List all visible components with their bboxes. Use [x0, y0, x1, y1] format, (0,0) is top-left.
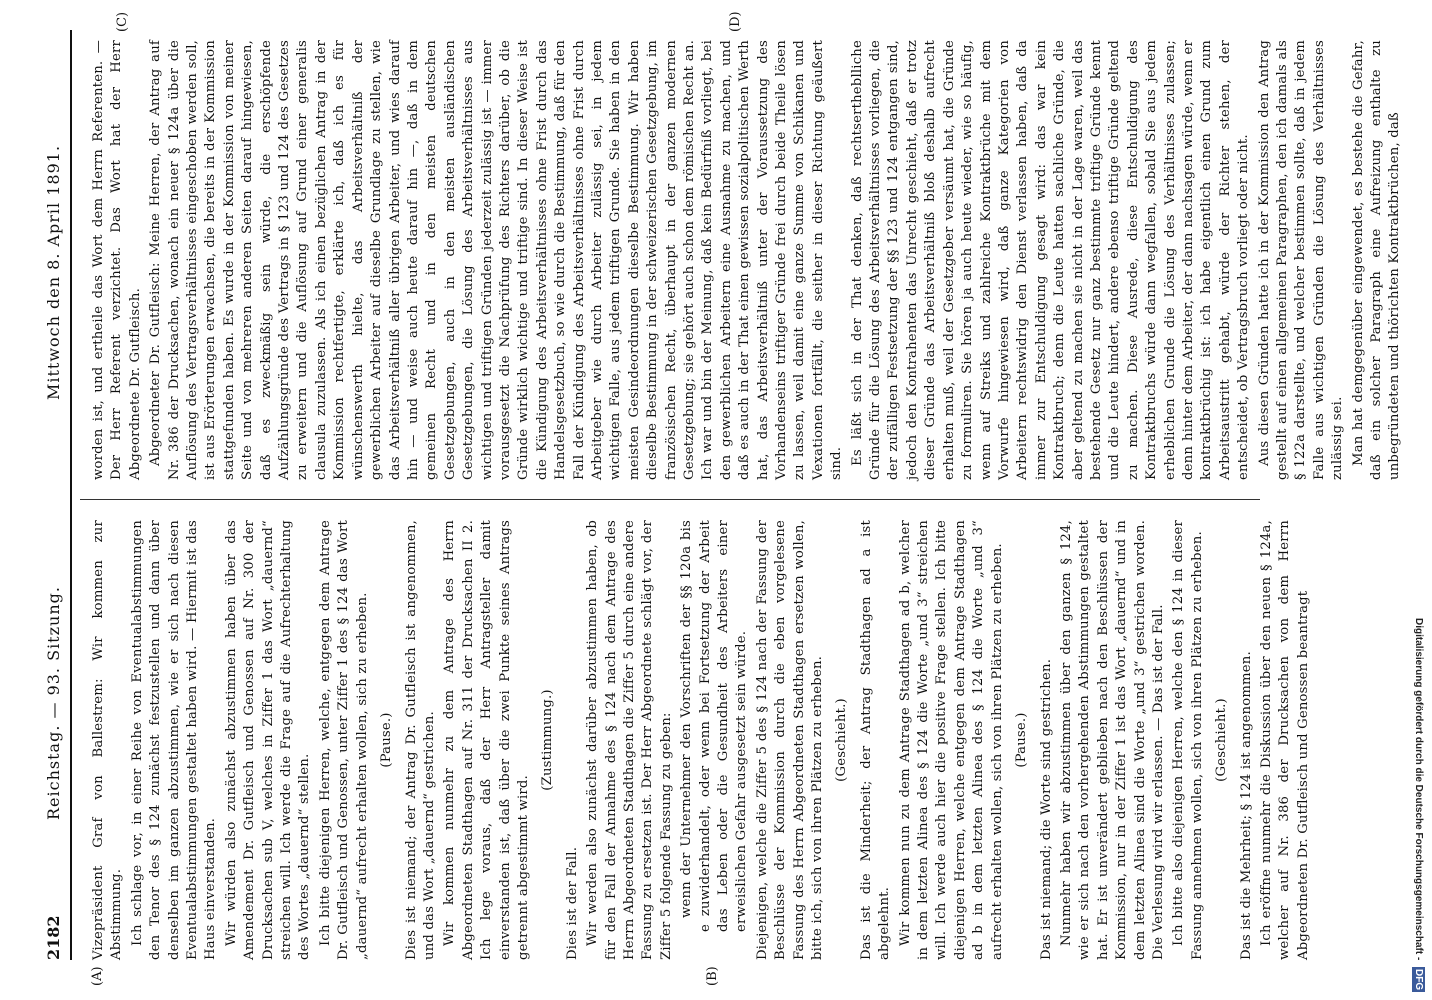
stage-direction: (Pause.): [1014, 712, 1030, 768]
paragraph: worden ist, und ertheile das Wort dem Herrn Referenten. — Der Herr Referent verzichtet. Das Wort hat der Herr Abgeordnete Dr. Gutfleisch.: [91, 40, 143, 480]
paragraph: Dies ist niemand; der Antrag Dr. Gutfleisch ist angenommen, und das Wort „dauernd“ gestrichen.: [403, 520, 437, 960]
paragraph: Ich bitte diejenigen Herren, welche, entgegen dem Antrage Dr. Gutfleisch und Genossen, unter Ziffer 1 des § 124 das Wort „dauernd“ aufrecht erhalten wollen, sich zu erheben.: [317, 520, 370, 960]
paragraph: Dies ist der Fall.: [564, 846, 580, 960]
paragraph: Abgeordneter Dr. Gutfleisch: Meine Herren, der Antrag auf Nr. 386 der Drucksachen, wonach ein neuer § 124a über die Auflösung des Vertragsverhältnisses eingeschoben werden soll, ist aus Erörterungen erwachsen, die bereits in der Kommission stattgefunden haben. Es wurde in der Kommission von meiner Seite und von mehreren anderen Seiten darauf hingewiesen, daß es zweckmäßig sein würde, die erschöpfende Aufzählungsgründe des Vertrags in § 123 und 124 des Gesetzes zu erweitern und die Auflösung auf Grund einer generalis clausula zuzulassen. Als ich einen bezüglichen Antrag in der Kommission rechtfertigte, erklärte ich, daß ich es für wünschenswerth hielte, das Arbeitsverhältniß der gewerblichen Arbeiter auf dieselbe Grundlage zu stellen, wie das Arbeitsverhältniß aller übrigen Arbeiter, und wies darauf hin — und weise auch heute darauf hin —, daß in dem gemeinen Recht und in den meisten deutschen Gesetzgebungen, auch in den meisten ausländischen Gesetzgebungen, die Lösung des Arbeitsverhältnisses aus wichtigen und triftigen Gründen jederzeit zulässig ist — immer vorausgesetzt die Nachprüfung des Richters darüber, ob die Gründe wirklich wichtige und triftige sind. In dieser Weise ist die Kündigung des Arbeitsverhältnisses ohne Frist durch das Handelsgesetzbuch, so wie durch die Bestimmung, daß für den Fall der Kündigung des Arbeitsverhältnisses ohne Frist durch Arbeitgeber wie durch Arbeiter zulässig sei, in jedem wichtigen Falle, aus jedem triftigen Grunde. Sie haben in den meisten Gesindeordnungen dieselbe Bestimmung. Wir haben dieselbe Bestimmung in der schweizerischen Gesetzgebung, im französischen Recht, überhaupt in der ganzen modernen Gesetzgebung; sie gehört auch schon dem römischen Recht an. Ich war und bin der Meinung, daß kein Bedürfniß vorliegt, bei den gewerblichen Arbeitern eine Ausnahme zu machen, und daß es auch in der That einen gewissen sozialpolitischen Werth hat, das Arbeitsverhältniß unter der Voraussetzung des Vorhandenseins triftiger Gründe frei durch beide Theile lösen zu lassen, weil damit eine ganze Summe von Schikanen und Vexationen fortfällt, die seither in dieser Richtung geäußert sind.: [148, 40, 845, 480]
stage-direction: (Geschieht.): [1214, 698, 1230, 782]
paragraph: Vizepräsident Graf von Ballestrem: Wir kommen zur Abstimmung.: [91, 520, 125, 960]
right-column: [90, 40, 1407, 480]
stage-direction: (Pause.): [379, 712, 395, 768]
left-column: [90, 520, 1315, 960]
page-number: 2182: [44, 915, 63, 960]
digitization-credit: [1413, 618, 1424, 992]
paragraph: Diejenigen, welche die Ziffer 5 des § 124 nach der Fassung der Beschlüsse der Kommission durch die eben vorgelesene Fassung des Herrn Abgeordneten Stadthagen ersetzen wollen, bitte ich, sich von ihren Plätzen zu erheben.: [754, 520, 826, 960]
paragraph: Wir werden also zunächst darüber abzustimmen haben, ob für den Fall der Annahme des § 124 nach dem Antrage des Herrn Abgeordneten Stadthagen die Ziffer 5 durch eine andere Fassung zu ersetzen ist. Der Herr Abgeordnete schlägt vor, der Ziffer 5 folgende Fassung zu geben:: [585, 520, 674, 960]
paragraph: Es läßt sich in der That denken, daß rechtsertheblliche Gründe für die Lösung des Arbeitsverhältnisses vorliegen, die der zufälligen Festsetzung der §§ 123 und 124 entgangen sind, jedoch den Kontrahenten das Unrecht geschieht, daß er trotz dieser Gründe das Arbeitsverhältniß bloß deshalb aufrecht erhalten muß, weil der Gesetzgeber versäumt hat, die Gründe zu formuliren. Sie hören ja auch heute wieder, wie so häufig, wenn auf Streiks und zahlreiche Kontraktbrüche mit dem Vorwurfe hingewiesen wird, daß ganze Kategorien von Arbeitern rechtswidrig den Dienst verlassen haben, daß da immer zur Entschuldigung gesagt wird: das war kein Kontraktbruch; denn die Leute hatten sachliche Gründe, die aber geltend zu machen sie nicht in der Lage waren, weil das bestehende Gesetz nur ganz bestimmte triftige Gründe kennt und die Leute hindert, andere ebenso triftige Gründe geltend zu machen. Diese Ausrede, diese Entschuldigung des Kontraktbruchs würde dann wegfallen, sobald Sie aus jedem erheblichen Grunde die Lösung des Verhältnisses zulassen; denn hinter dem Arbeiter, der dann nachsagen würde, wenn er kontraktbrüchig ist: ich habe eigentlich einen Grund zum Arbeitsaustritt gehabt, würde der Richter stehen, der entscheidet, ob Vertragsbruch vorliegt oder nicht.: [849, 40, 1252, 480]
paragraph: Das ist die Mehrheit; § 124 ist angenommen.: [1238, 651, 1254, 960]
session-date: Mittwoch den 8. April 1891.: [44, 144, 63, 400]
margin-marker-c: (C): [115, 11, 130, 32]
margin-marker-b: (B): [705, 966, 720, 986]
paragraph: Ich eröffne nunmehr die Diskussion über den neuen § 124a, welcher auf Nr. 386 der Drucksachen von dem Herrn Abgeordneten Dr. Gutfleisch und Genossen beantragt: [1258, 520, 1311, 960]
page-header: [40, 30, 72, 960]
paragraph: Ich schlage vor, in einer Reihe von Eventualabstimmungen den Tenor des § 124 zunächst festzustellen und dann über denselben im ganzen abzustimmen, wie er sich nach diesen Eventualabstimmungen gestaltet haben wird. — Hiermit ist das Haus einverstanden.: [129, 520, 219, 960]
column-divider: [80, 499, 1260, 500]
paragraph: Das ist die Minderheit; der Antrag Stadthagen ad a ist abgelehnt.: [858, 520, 893, 960]
paragraph: Das ist niemand; die Worte sind gestrichen.: [1038, 658, 1054, 960]
paragraph: Man hat demgegenüber eingewendet, es bestehe die Gefahr, daß ein solcher Paragraph eine Aufreizung enthalte zu unbegründeten und thörichten Kontraktbrüchen, daß: [1350, 40, 1403, 480]
margin-marker-a: (A): [90, 966, 105, 986]
paragraph: Nunmehr haben wir abzustimmen über den ganzen § 124, wie er sich nach den vorhergehenden Abstimmungen gestaltet hat. Er ist unverändert geblieben nach den Beschlüssen der Kommission, nur in der Ziffer 1 ist das Wort „dauernd“ und in dem letzten Alinea sind die Worte „und 3“ gestrichen worden. Die Verlesung wird wir erlassen. — Das ist der Fall.: [1058, 520, 1166, 960]
stage-direction: (Zustimmung.): [540, 689, 556, 791]
dfg-logo: DFG: [1413, 968, 1424, 990]
paragraph: Ich bitte also diejenigen Herren, welche den § 124 in dieser Fassung annehmen wollen, sich von ihren Plätzen zu erheben.: [1171, 520, 1205, 960]
session-title: Reichstag. — 93. Sitzung.: [44, 586, 63, 820]
credit-text: Digitalisierung gefördert durch die Deutsche Forschungsgemeinschaft -: [1413, 617, 1424, 961]
paragraph: Aus diesen Gründen hatte ich in der Kommission den Antrag gestellt auf einen allgemeinen Paragraphen, den ich damals als § 122a darstellte, und welcher bestimmen sollte, daß in jedem Falle aus wichtigen Gründen die Lösung des Verhältnisses zulässig sei.: [1256, 40, 1346, 480]
margin-marker-d: (D): [728, 11, 743, 32]
quoted-text: wenn der Unternehmer den Vorschriften der §§ 120a bis e zuwiderhandelt, oder wenn bei Fortsetzung der Arbeit das Leben oder die Gesundheit des Arbeiters einer erweislichen Gefahr ausgesetzt sein würde.: [679, 520, 750, 932]
stage-direction: (Geschieht.): [834, 698, 850, 782]
paragraph: Wir kommen nun zu dem Antrage Stadthagen ad b, welcher in dem letzten Alinea des § 124 die Worte „und 3“ streichen will. Ich werde auch hier die positive Frage stellen. Ich bitte diejenigen Herren, welche entgegen dem Antrage Stadthagen ad b in dem letzten Alinea des § 124 die Worte „und 3“ aufrecht erhalten wollen, sich von ihren Plätzen zu erheben.: [897, 520, 1005, 960]
paragraph: Wir würden also zunächst abzustimmen haben über das Amendement Dr. Gutfleisch und Genossen auf Nr. 300 der Drucksachen sub V, welches in Ziffer 1 das Wort „dauernd“ streichen will. Ich werde die Frage auf die Aufrechterhaltung des Wortes „dauernd“ stellen.: [223, 520, 313, 960]
paragraph: Wir kommen nunmehr zu dem Antrage des Herrn Abgeordneten Stadthagen auf Nr. 311 der Drucksachen II 2. Ich lege voraus, daß der Herr Antragsteller damit einverstanden ist, daß über die zwei Punkte seines Antrags getrennt abgestimmt wird.: [442, 520, 531, 960]
